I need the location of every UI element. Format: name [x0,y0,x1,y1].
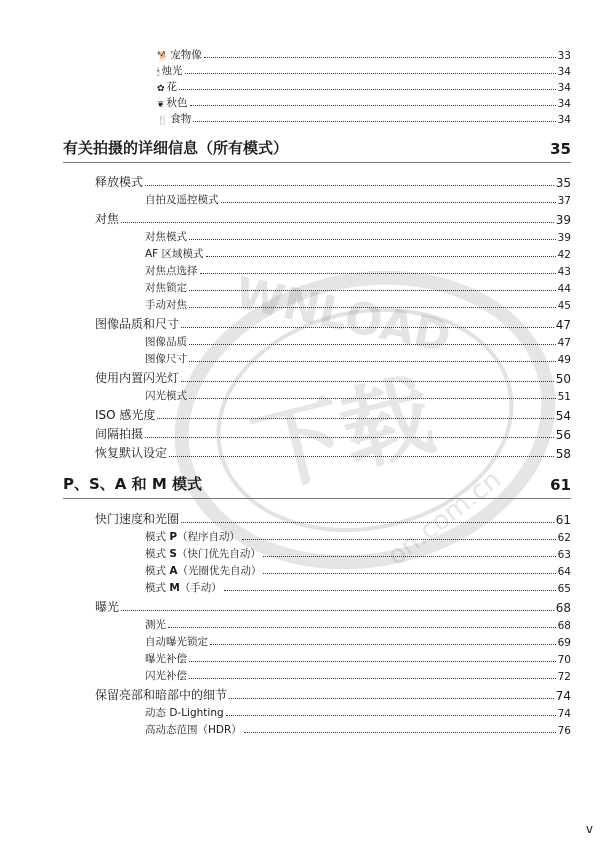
toc-entry-image-size[interactable]: 图像尺寸 49 [145,353,571,366]
leaf-icon: ❦ [157,100,165,110]
toc-entry-candlelight[interactable]: 🕯 烛光 34 [157,65,571,78]
toc-entry-flash-comp[interactable]: 闪光补偿 72 [145,670,571,683]
toc-entry-flash-mode[interactable]: 闪光模式 51 [145,390,571,403]
watermark-url-text: on.com.cn [382,464,508,572]
toc-entry-hdr[interactable]: 高动态范围（HDR） 76 [145,724,571,737]
dog-icon: 🐕 [157,52,169,62]
section-page: 61 [550,476,571,494]
toc-entry-active-d-lighting[interactable]: 动态 D-Lighting 74 [145,707,571,720]
toc-entry-self-timer[interactable]: 自拍及遥控模式 37 [145,194,571,207]
section-divider [63,498,571,499]
toc-entry-exposure-comp[interactable]: 曝光补偿 70 [145,653,571,666]
toc-entry-shutter-aperture[interactable]: 快门速度和光圈 61 [95,512,571,527]
section-title: 有关拍摄的详细信息（所有模式） [63,139,289,157]
toc-entry-exposure[interactable]: 曝光 68 [95,600,571,615]
toc-entry-pet[interactable]: 🐕 宠物像 33 [157,49,571,62]
toc-entry-af-area[interactable]: AF 区域模式 42 [145,248,571,261]
section-heading-detailed-shooting[interactable] [63,138,571,158]
section-title: P、S、A 和 M 模式 [63,475,202,493]
toc-entry-metering[interactable]: 测光 68 [145,619,571,632]
cutlery-icon: 🍴 [157,116,169,126]
toc-entry-iso[interactable]: ISO 感光度 54 [95,408,571,423]
toc-entry-food[interactable]: 🍴 食物 34 [157,113,571,126]
watermark-ring-text: WNLOAD [230,267,456,364]
toc-entry-image-quality[interactable]: 图像品质 47 [145,336,571,349]
watermark-center-text: 下载 [243,362,444,508]
toc-entry-focus[interactable]: 对焦 39 [95,212,571,227]
toc-entry-focus-point[interactable]: 对焦点选择 43 [145,265,571,278]
toc-entry-mode-m[interactable]: 模式 M（手动） 65 [145,582,571,595]
toc-entry-flower[interactable]: ✿ 花 34 [157,81,571,94]
toc-entry-manual-focus[interactable]: 手动对焦 45 [145,299,571,312]
toc-entry-mode-s[interactable]: 模式 S（快门优先自动） 63 [145,548,571,561]
toc-entry-autumn[interactable]: ❦ 秋色 34 [157,97,571,110]
page-folio: v [585,822,593,836]
toc-entry-mode-a[interactable]: 模式 A（光圈优先自动） 64 [145,565,571,578]
toc-entry-focus-lock[interactable]: 对焦锁定 44 [145,282,571,295]
toc-entry-reset-defaults[interactable]: 恢复默认设定 58 [95,446,571,461]
toc-entry-highlight-shadow[interactable]: 保留亮部和暗部中的细节 74 [95,688,571,703]
flower-icon: ✿ [157,84,165,94]
candle-icon: 🕯 [157,68,160,78]
toc-entry-built-in-flash[interactable]: 使用内置闪光灯 50 [95,371,571,386]
toc-entry-focus-mode[interactable]: 对焦模式 39 [145,231,571,244]
toc-entry-release-mode[interactable]: 释放模式 35 [95,175,571,190]
section-heading-psam-modes[interactable] [63,474,571,494]
toc-entry-mode-p[interactable]: 模式 P（程序自动） 62 [145,531,571,544]
toc-entry-ae-lock[interactable]: 自动曝光锁定 69 [145,636,571,649]
toc-entry-interval[interactable]: 间隔拍摄 56 [95,427,571,442]
section-divider [63,162,571,163]
toc-entry-image-quality-size[interactable]: 图像品质和尺寸 47 [95,317,571,332]
section-page: 35 [550,140,571,158]
